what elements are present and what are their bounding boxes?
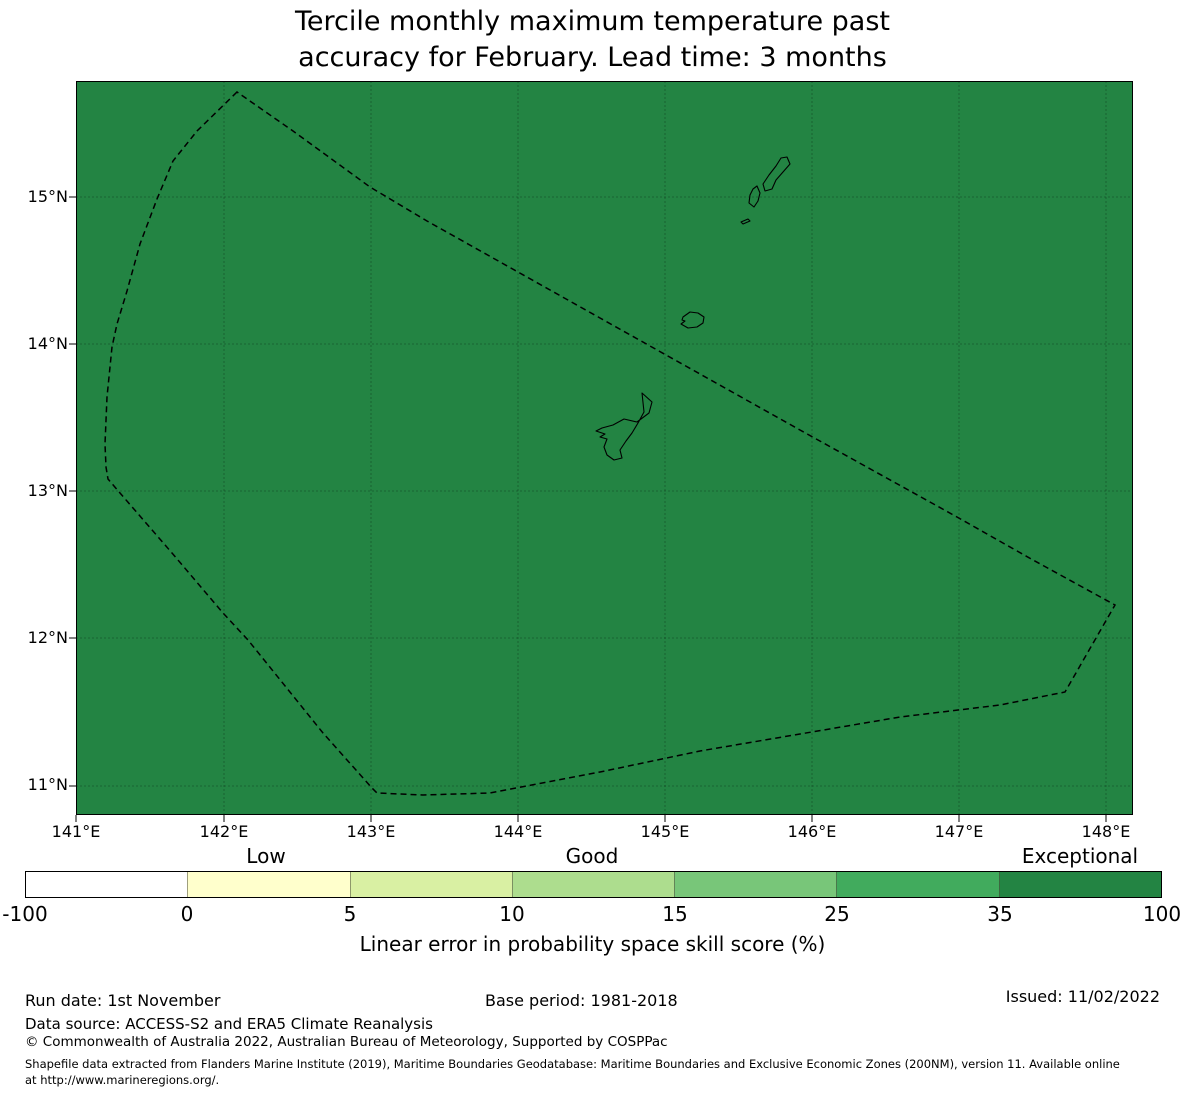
y-tick-12n: 12°N (27, 628, 68, 647)
colorbar-segment-2 (187, 872, 349, 897)
issued-date-text: Issued: 11/02/2022 (1005, 987, 1160, 1006)
colorbar-tick-10: 10 (499, 902, 525, 926)
colorbar-tick-15: 15 (662, 902, 688, 926)
colorbar-axis-label: Linear error in probability space skill score (%) (359, 932, 826, 956)
figure-title (0, 4, 1185, 76)
colorbar-segment-6 (836, 872, 998, 897)
colorbar-segment-1 (26, 872, 187, 897)
copyright-text: © Commonwealth of Australia 2022, Australian Bureau of Meteorology, Supported by COSPPac (25, 1034, 668, 1050)
shapefile-credit-line-1: Shapefile data extracted from Flanders Marine Institute (2019), Maritime Boundaries Geodatabase: Maritime Boundaries and Exclusive Economic Zones (200NM), version 11. Available online (25, 1057, 1120, 1071)
y-tick-14n: 14°N (27, 334, 68, 353)
title-line-1: Tercile monthly maximum temperature past (294, 6, 890, 37)
title-line-2: accuracy for February. Lead time: 3 months (298, 42, 887, 73)
x-tick-144e: 144°E (493, 822, 543, 841)
y-tick-15n: 15°N (27, 187, 68, 206)
x-tick-146e: 146°E (787, 822, 837, 841)
colorbar-category-low: Low (246, 844, 286, 868)
colorbar-category-exceptional: Exceptional (1021, 844, 1139, 868)
y-tick-11n: 11°N (27, 775, 68, 794)
colorbar-tick-5: 5 (343, 902, 357, 926)
x-tick-141e: 141°E (51, 822, 101, 841)
data-source-text: Data source: ACCESS-S2 and ERA5 Climate Reanalysis (25, 1015, 433, 1033)
shapefile-credit (25, 1056, 1175, 1088)
colorbar (25, 871, 1162, 898)
colorbar-tick-0: 0 (180, 902, 194, 926)
colorbar-tick-35: 35 (987, 902, 1013, 926)
base-period-text: Base period: 1981-2018 (485, 991, 678, 1010)
colorbar-tick-neg100: -100 (2, 902, 48, 926)
run-date-text: Run date: 1st November (25, 991, 221, 1010)
colorbar-tick-25: 25 (824, 902, 850, 926)
colorbar-tick-100: 100 (1142, 902, 1182, 926)
colorbar-category-good: Good (565, 844, 619, 868)
map-plot (76, 81, 1133, 815)
shapefile-credit-line-2: at http://www.marineregions.org/. (25, 1073, 220, 1087)
x-tick-142e: 142°E (199, 822, 249, 841)
colorbar-segment-3 (350, 872, 512, 897)
x-tick-143e: 143°E (346, 822, 396, 841)
colorbar-segment-7 (999, 872, 1161, 897)
x-tick-148e: 148°E (1081, 822, 1131, 841)
x-tick-147e: 147°E (934, 822, 984, 841)
y-tick-13n: 13°N (27, 481, 68, 500)
colorbar-segment-4 (512, 872, 674, 897)
x-tick-145e: 145°E (640, 822, 690, 841)
colorbar-segment-5 (674, 872, 836, 897)
